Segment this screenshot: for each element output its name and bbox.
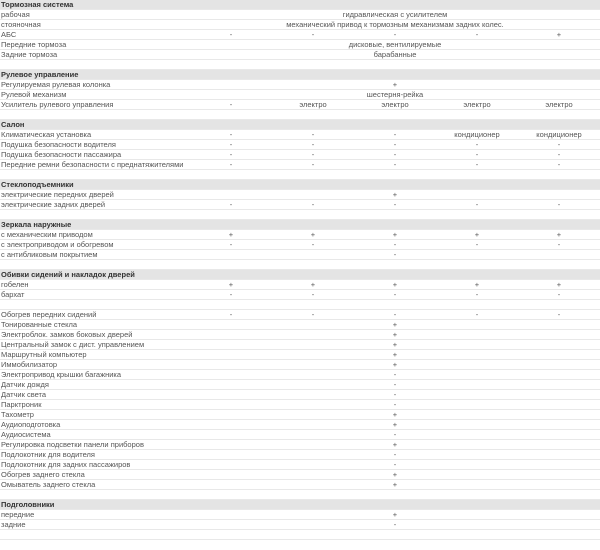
spec-label: Подлокотник для задних пассажиров [0,460,190,470]
section-header [0,120,600,130]
spacer-row [0,110,600,120]
spec-row [0,250,600,260]
empty-cell [354,260,436,270]
spec-row [0,10,600,20]
empty-cell [272,530,354,540]
spec-label: Передние ремни безопасности с преднатяжителями [0,160,190,170]
empty-cell [190,490,272,500]
spec-value: электро [518,100,600,110]
spec-value: - [272,290,354,300]
empty-cell [272,170,354,180]
spec-row [0,140,600,150]
spec-value: + [190,440,600,450]
spec-value: - [436,310,518,320]
spec-label: Маршрутный компьютер [0,350,190,360]
spec-value: + [354,230,436,240]
spec-value: + [190,470,600,480]
spec-value: - [190,160,272,170]
spec-label: АБС [0,30,190,40]
spec-label: Рулевой механизм [0,90,190,100]
spec-row [0,160,600,170]
spec-value: электро [272,100,354,110]
spec-value: + [190,420,600,430]
empty-cell [190,530,272,540]
section-title: Стеклоподъемники [0,180,600,190]
spec-row [0,390,600,400]
section-header [0,500,600,510]
spec-label: Обогрев заднего стекла [0,470,190,480]
empty-cell [354,530,436,540]
spec-row [0,460,600,470]
spec-row [0,230,600,240]
section-header [0,70,600,80]
empty-cell [272,110,354,120]
spec-label: Усилитель рулевого управления [0,100,190,110]
empty-cell [272,490,354,500]
spec-value: - [190,460,600,470]
spec-value: + [190,350,600,360]
empty-cell [272,210,354,220]
spec-label: Датчик света [0,390,190,400]
spec-row [0,430,600,440]
spec-value: шестерня-рейка [190,90,600,100]
spec-label: Регулировка подсветки панели приборов [0,440,190,450]
empty-cell [518,260,600,270]
section-header [0,220,600,230]
empty-cell [354,60,436,70]
empty-cell [0,110,190,120]
empty-cell [436,300,518,310]
spec-value: - [354,30,436,40]
empty-cell [436,210,518,220]
spec-row [0,80,600,90]
spacer-row [0,60,600,70]
spec-row [0,280,600,290]
empty-cell [436,110,518,120]
spec-value: гидравлическая с усилителем [190,10,600,20]
spec-value: + [190,360,600,370]
section-header [0,270,600,280]
empty-cell [0,530,190,540]
spacer-row [0,300,600,310]
spec-row [0,200,600,210]
spec-label: Подлокотник для водителя [0,450,190,460]
spec-value: электро [354,100,436,110]
spec-value: - [518,200,600,210]
spec-row [0,350,600,360]
spec-label: Регулируемая рулевая колонка [0,80,190,90]
spec-label: стояночная [0,20,190,30]
spec-label: электрические задних дверей [0,200,190,210]
spec-value: - [190,240,272,250]
empty-cell [518,490,600,500]
empty-cell [354,110,436,120]
section-title: Обивки сидений и накладок дверей [0,270,600,280]
spec-value: электро [436,100,518,110]
spec-row [0,470,600,480]
spec-value: - [354,160,436,170]
spec-row [0,400,600,410]
spec-value: - [272,310,354,320]
spec-row [0,510,600,520]
empty-cell [190,210,272,220]
spec-value: - [272,150,354,160]
spec-value: - [272,160,354,170]
empty-cell [190,110,272,120]
spec-row [0,40,600,50]
spacer-row [0,490,600,500]
spec-row [0,330,600,340]
empty-cell [436,260,518,270]
spec-label: электрические передних дверей [0,190,190,200]
spec-label: задние [0,520,190,530]
spec-value: - [436,30,518,40]
spec-row [0,420,600,430]
section-title: Рулевое управление [0,70,600,80]
spec-row [0,50,600,60]
spec-row [0,320,600,330]
empty-cell [518,210,600,220]
spec-value: + [518,230,600,240]
empty-cell [436,530,518,540]
spec-row [0,100,600,110]
spec-value: - [190,30,272,40]
spec-value: + [190,480,600,490]
spec-label: гобелен [0,280,190,290]
spec-label: Центральный замок с дист. управлением [0,340,190,350]
spec-value: - [354,240,436,250]
spec-row [0,130,600,140]
spec-value: кондиционер [436,130,518,140]
spec-label: Электропривод крышки багажника [0,370,190,380]
spec-label: бархат [0,290,190,300]
spec-value: барабанные [190,50,600,60]
spec-label: Подушка безопасности пассажира [0,150,190,160]
spec-value: - [436,200,518,210]
spec-label: Электроблок. замков боковых дверей [0,330,190,340]
spec-value: + [190,230,272,240]
spec-label: Аудиоподготовка [0,420,190,430]
spec-label: Парктроник [0,400,190,410]
spec-row [0,360,600,370]
spec-row [0,340,600,350]
empty-cell [354,170,436,180]
empty-cell [0,260,190,270]
spec-value: - [272,140,354,150]
spec-value: механический привод к тормозным механизмам задних колес. [190,20,600,30]
spec-label: Иммобилизатор [0,360,190,370]
spec-value: - [436,140,518,150]
spec-value: - [436,150,518,160]
spec-row [0,380,600,390]
spec-value: + [272,280,354,290]
empty-cell [518,60,600,70]
spacer-row [0,530,600,540]
spec-value: - [272,130,354,140]
spec-value: - [272,200,354,210]
spec-row [0,290,600,300]
spec-value: - [272,30,354,40]
spec-row [0,410,600,420]
spec-label: Тахометр [0,410,190,420]
empty-cell [0,60,190,70]
spec-value: - [518,140,600,150]
spec-value: - [190,520,600,530]
spec-value: + [518,280,600,290]
spec-value: + [190,330,600,340]
empty-cell [518,300,600,310]
spacer-row [0,170,600,180]
spec-label: с механическим приводом [0,230,190,240]
spec-row [0,520,600,530]
spec-value: - [436,240,518,250]
empty-cell [436,60,518,70]
spec-label: передние [0,510,190,520]
spec-label: Передние тормоза [0,40,190,50]
spec-label: Омыватель заднего стекла [0,480,190,490]
section-title: Зеркала наружные [0,220,600,230]
spec-label: с антибликовым покрытием [0,250,190,260]
spec-label: Подушка безопасности водителя [0,140,190,150]
empty-cell [354,210,436,220]
spec-label: Тонированные стекла [0,320,190,330]
spec-value: + [190,80,600,90]
spec-row [0,440,600,450]
spec-value: - [436,160,518,170]
spec-value: + [190,410,600,420]
spec-value: - [190,150,272,160]
spec-value: + [190,280,272,290]
empty-cell [272,60,354,70]
spec-value: - [190,250,600,260]
spec-row [0,20,600,30]
spec-row [0,480,600,490]
spec-value: - [518,160,600,170]
spec-value: + [190,510,600,520]
spec-value: - [190,430,600,440]
spec-row [0,240,600,250]
spec-value: - [518,240,600,250]
spec-value: - [190,100,272,110]
spec-value: - [190,290,272,300]
spec-value: - [190,370,600,380]
spec-value: + [436,230,518,240]
empty-cell [518,110,600,120]
spec-value: - [190,130,272,140]
empty-cell [0,210,190,220]
spec-value: + [190,190,600,200]
spec-label: Климатическая установка [0,130,190,140]
spec-value: - [354,200,436,210]
spec-value: - [190,450,600,460]
empty-cell [190,300,272,310]
spec-row [0,90,600,100]
empty-cell [518,170,600,180]
spec-value: + [354,280,436,290]
spec-value: + [190,320,600,330]
spec-value: - [190,380,600,390]
empty-cell [0,490,190,500]
spec-value: + [436,280,518,290]
empty-cell [436,170,518,180]
spec-value: - [354,140,436,150]
spec-value: - [518,150,600,160]
empty-cell [354,490,436,500]
spec-label: рабочая [0,10,190,20]
spacer-row [0,260,600,270]
empty-cell [0,300,190,310]
spec-row [0,150,600,160]
empty-cell [190,60,272,70]
spec-value: - [436,290,518,300]
empty-cell [518,530,600,540]
empty-cell [272,260,354,270]
spec-label: Датчик дождя [0,380,190,390]
spec-value: - [518,290,600,300]
section-header [0,180,600,190]
section-title: Тормозная система [0,0,600,10]
spec-value: дисковые, вентилируемые [190,40,600,50]
section-title: Салон [0,120,600,130]
empty-cell [354,300,436,310]
spec-value: - [518,310,600,320]
spec-value: - [354,130,436,140]
spec-label: с электроприводом и обогревом [0,240,190,250]
spec-label: Задние тормоза [0,50,190,60]
spec-value: кондиционер [518,130,600,140]
spec-row [0,190,600,200]
spec-value: - [354,310,436,320]
spec-value: - [272,240,354,250]
spec-value: + [518,30,600,40]
spec-value: - [190,390,600,400]
spec-value: + [190,340,600,350]
empty-cell [190,260,272,270]
section-title: Подголовники [0,500,600,510]
spec-value: + [272,230,354,240]
spec-value: - [354,290,436,300]
spec-row [0,310,600,320]
spec-value: - [354,150,436,160]
spec-label: Аудиосистема [0,430,190,440]
empty-cell [272,300,354,310]
spec-value: - [190,310,272,320]
empty-cell [190,170,272,180]
spec-value: - [190,140,272,150]
spec-row [0,370,600,380]
section-header [0,0,600,10]
spec-value: - [190,400,600,410]
empty-cell [0,170,190,180]
spec-value: - [190,200,272,210]
spec-label: Обогрев передних сидений [0,310,190,320]
empty-cell [436,490,518,500]
spacer-row [0,210,600,220]
spec-row [0,450,600,460]
spec-row [0,30,600,40]
